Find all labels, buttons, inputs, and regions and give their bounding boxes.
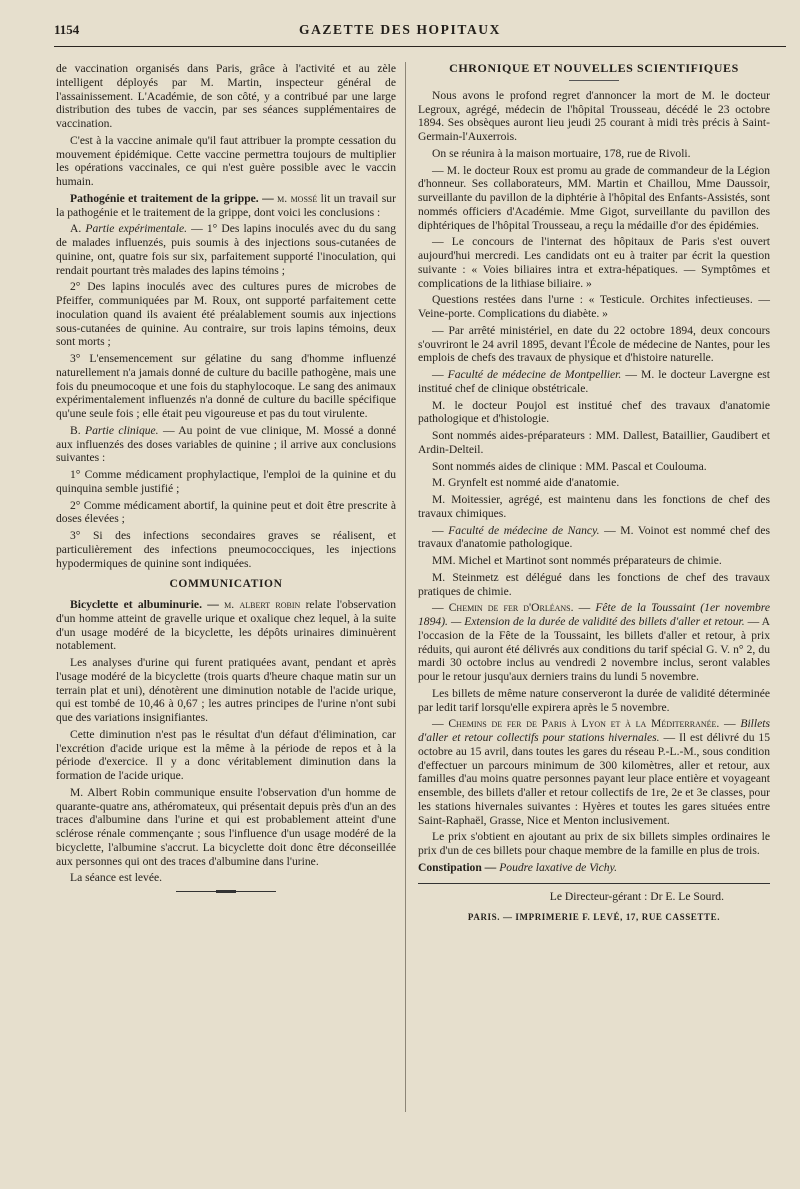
communication-heading: COMMUNICATION — [169, 578, 283, 591]
italic-heading: Faculté de médecine de Montpellier. — [447, 368, 622, 381]
paragraph-text: relate l'observation d'un homme atteint de gravelle urique et oxalique chez lequel, à la suite d'un usage modéré de la bicyclette, les dépôts urinaires diminuèrent notablement. — [56, 598, 396, 653]
paragraph-text: lit un travail sur la pathogénie et le traitement de la grippe, dont voici les conclusions : — [56, 191, 396, 219]
paragraph: M. Grynfelt est nommé aide d'anatomie. — [432, 476, 620, 490]
paragraph: 2° Comme médicament abortif, la quinine peut et doit être prescrite à doses élevées ; — [56, 498, 396, 526]
journal-title: GAZETTE DES HOPITAUX — [298, 22, 502, 37]
paragraph: M. Steinmetz est délégué dans les fonctions de chef des travaux pratiques de chimie. — [418, 570, 770, 598]
italic-heading: Faculté de médecine de Nancy. — [448, 523, 600, 537]
printer-line: PARIS. — IMPRIMERIE F. LEVÉ, 17, RUE CASSETTE. — [467, 912, 721, 923]
paragraph: Nous avons le profond regret d'annoncer la mort de M. le docteur Legroux, agrégé, médecin de l'hôpital Trousseau, décédé le 23 octobre 1894. Ses obsèques auront lieu jeudi 25 courant à midi très précis à Saint-Germain-l'Auxerrois. — [418, 88, 770, 143]
paragraph: — Par arrêté ministériel, en date du 22 octobre 1894, deux concours s'ouvriront le 24 avril 1895, devant l'École de médecine de Nantes, pour les emplois de chefs des travaux de physique et d'histoire naturelle. — [418, 323, 770, 365]
paragraph: M. Moitessier, agrégé, est maintenu dans les fonctions de chef des travaux chimiques. — [418, 493, 770, 520]
right-column — [418, 62, 770, 925]
paragraph: Les analyses d'urine qui furent pratiquées avant, pendant et après l'usage modéré de la bicyclette (trois quarts d'heure chaque matin sur un terrain plat et uni), dénotèrent une diminution notable de l'acide urique, qui est tombé de 10,46 à 0,67 ; les autres principes de l'urine n'ont subi que des variations insignifiantes. — [56, 656, 396, 724]
chronique-heading: CHRONIQUE ET NOUVELLES SCIENTIFIQUES — [449, 61, 739, 75]
paragraph-text: — M. Voinot est nommé chef des travaux d'anatomie pathologique. — [418, 523, 770, 551]
paragraph: Sont nommés aides-préparateurs : MM. Dallest, Bataillier, Gaudibert et Ardin-Delteil. — [418, 429, 770, 456]
signature-rule — [418, 883, 770, 884]
speaker-name: m. albert robin — [224, 598, 301, 611]
paragraph-text: — Il est délivré du 15 octobre au 15 avril, dans toutes les gares du réseau P.-L.-M., sous condition d'effectuer un parcours minimum de 300 kilomètres, aller et retour, aux familles d'au moins quatre personnes payant leur place entière et voyageant ensemble, des billets d'aller et retour collectifs de 1re, 2e et 3e classes, pour les stations hivernales suivantes : Hyères et toutes les gares situées entre Saint-Raphaël, Grasse, Nice et Menton inclusivement. — [418, 731, 770, 827]
paragraph: MM. Michel et Martinot sont nommés préparateurs de chimie. — [432, 554, 722, 567]
dash: — — [432, 523, 444, 537]
paragraph: 3° L'ensemencement sur gélatine du sang d'homme influenzé naturellement n'a jamais donné de culture du bacille pathogène, mais une fois du pneumocoque et une fois du staphylocoque. Le sang des animaux expérimentalement influenzés n'a donné de culture du bacille spécifique qu'une seule fois ; elle était peu vigoureuse et pas du tout virulente. — [56, 352, 396, 420]
dash: — — [432, 368, 444, 381]
italic-heading: Partie expérimentale. — [85, 222, 188, 236]
paragraph: — M. le docteur Roux est promu au grade de commandeur de la Légion d'honneur. Ses collaborateurs, MM. Martin et Chaillou, Mme Daussoir, surveillante du pavillon de la diphtérie à l'hôpital des Enfants-Assistés, sont nommés officiers d'Académie. Mme Gigot, surveillante du pavillon des diphtériques de l'hôpital Trousseau, a reçu la médaille d'or des épidémies. — [418, 163, 770, 232]
paragraph-label: A. — [70, 222, 82, 236]
advert-product: Poudre laxative de Vichy. — [499, 860, 618, 874]
advert-line — [418, 861, 770, 875]
paragraph: On se réunira à la maison mortuaire, 178, rue de Rivoli. — [432, 146, 691, 160]
header-rule — [54, 46, 786, 47]
paragraph: Questions restées dans l'urne : « Testicule. Orchites infectieuses. — Veine-porte. Complications du diabète. » — [418, 293, 770, 320]
paragraph: 3° Si des infections secondaires graves se réalisent, et particulièrement des infections pneumococciques, les injections hypodermiques de quinine sont indiquées. — [56, 529, 396, 570]
paragraph: Les billets de même nature conserveront la durée de validité déterminée par ledit tarif lorsqu'elle expirera après le 5 novembre. — [418, 686, 770, 714]
left-column — [56, 62, 396, 898]
paragraph: Le prix s'obtient en ajoutant au prix de six billets simples ordinaires le prix d'un de ces billets pour chaque membre de la famille en plus de trois. — [418, 830, 770, 857]
paragraph-text: — M. le docteur Lavergne est institué chef de clinique obstétricale. — [418, 368, 770, 395]
paragraph — [56, 598, 396, 653]
paragraph: M. le docteur Poujol est institué chef des travaux d'anatomie pathologique et d'histologie. — [418, 398, 770, 426]
paragraph: 2° Des lapins inoculés avec des cultures pures de microbes de Pfeiffer, communiquées par M. Roux, ont supporté parfaitement cette inoculation quand ils avaient été préalablement soumis aux injections sous-cutanées de quinine. Au contraire, sur trois lapins témoins, deux sont morts ; — [56, 280, 396, 349]
paragraph: Sont nommés aides de clinique : MM. Pascal et Coulouma. — [432, 459, 707, 473]
paragraph — [418, 524, 770, 552]
paragraph-text: — Au point de vue clinique, M. Mossé a donné aux influenzés des doses variables de quinine ; il arrive aux conclusions suivantes : — [56, 423, 396, 465]
signature: Le Directeur-gérant : Dr E. Le Sourd. — [549, 889, 724, 903]
paragraph: 1° Comme médicament prophylactique, l'emploi de la quinine et du quinquina semble justifié ; — [56, 468, 396, 495]
paragraph: M. Albert Robin communique ensuite l'observation d'un homme de quarante-quatre ans, athéromateux, qui présentait depuis près d'un an des traces d'albumine dans l'urine et qui est probablement atteint d'une sclérose rénale commençante ; sous l'influence d'un usage modéré de la bicyclette, l'albumine s'accrut. La bicyclette doit donc être déconseillée aux personnes qui ont des traces d'albumine dans l'urine. — [56, 785, 396, 868]
advert-lead: Constipation — — [418, 860, 497, 874]
paragraph-label: B. — [70, 423, 81, 437]
paragraph-text: — A l'occasion de la Fête de la Toussaint, les billets d'aller et retour, à prix réduits, qui auront été délivrés aux conditions du tarif spécial G. V. n° 2, du mardi 30 octobre inclus au vendredi 2 novembre inclus, seront valables pour le retour jusqu'aux derniers trains du lundi 5 novembre. — [418, 615, 770, 683]
paragraph: Cette diminution n'est pas le résultat d'un défaut d'élimination, car l'excrétion d'acide urique est la même à la période de repos et à la période d'exercice. Il y a donc véritablement diminution dans la formation de l'acide urique. — [56, 727, 396, 782]
italic-heading: Billets d'aller et retour collectifs pour stations hivernales. — [418, 717, 770, 744]
paragraph — [418, 717, 770, 827]
paragraph-text: — 1° Des lapins inoculés avec du du sang de malades influenzés, puis soumis à des injections sous-cutanées de quinine, ont, quatre fois sur six, parfaitement supporté l'inoculation, qui rendait pourtant très malades des lapins témoins ; — [56, 222, 397, 277]
paragraph — [418, 601, 770, 684]
paragraph — [418, 368, 770, 396]
paragraph — [56, 192, 396, 220]
section-lead: — Chemins de fer de Paris à Lyon et à la Méditerranée. — — [432, 717, 736, 731]
section-lead: Bicyclette et albuminurie. — — [70, 598, 219, 611]
paragraph: de vaccination organisés dans Paris, grâce à l'activité et au zèle intelligent déployés par M. Martin, inspecteur général de l'assainissement. L'Académie, de son côté, y a contribué par une large distribution des tubes de vaccin, par ses séances supplémentaires de vaccination. — [56, 62, 396, 130]
paragraph: La séance est levée. — [70, 871, 163, 885]
page-number: 1154 — [54, 22, 80, 37]
heading-rule — [569, 80, 619, 81]
end-rule — [176, 891, 276, 892]
speaker-name: m. mossé — [277, 191, 318, 205]
section-lead: — Chemin de fer d'Orléans. — — [432, 601, 591, 615]
paragraph: — Le concours de l'internat des hôpitaux de Paris s'est ouvert aujourd'hui mercredi. Les candidats ont eu à traiter par écrit la question suivante : « Voies biliaires intra et extra-hépatiques. — Symptômes et complications de la lithiase biliaire. » — [418, 235, 770, 290]
column-divider — [405, 62, 406, 1112]
italic-heading: Partie clinique. — [85, 423, 159, 437]
section-lead: Pathogénie et traitement de la grippe. — — [70, 191, 274, 205]
italic-heading: Fête de la Toussaint (1er novembre 1894). — Extension de la durée de validité des billets d'aller et retour. — [418, 601, 771, 628]
paragraph — [56, 222, 396, 277]
page-header — [0, 20, 800, 42]
paragraph — [56, 424, 396, 465]
paragraph: C'est à la vaccine animale qu'il faut attribuer la prompte cessation du mouvement épidémique. Cette vaccine permettra toujours de multiplier les opérations vaccinales, ce qui n'est guère possible avec le vaccin humain. — [56, 133, 396, 188]
